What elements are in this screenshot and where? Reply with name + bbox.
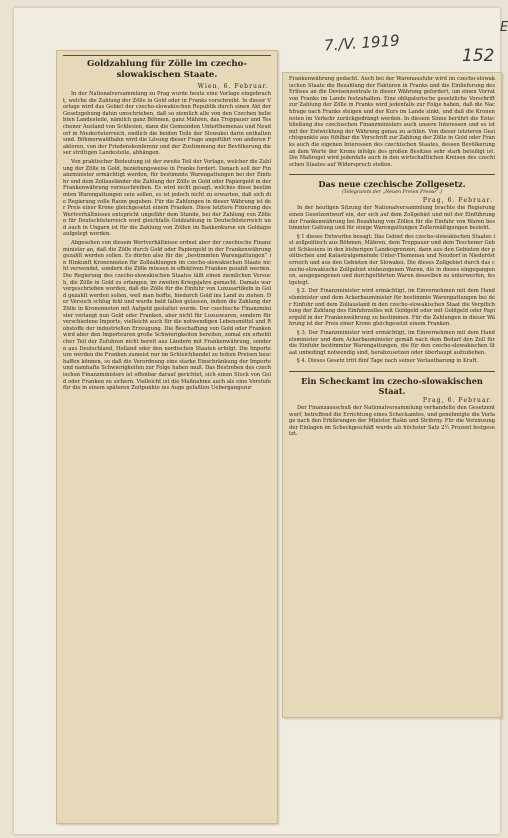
article-paragraph: § 2. Der Finanzminister wird ermächtigt, im Einvernehmen mit dem Handelsminister und dem Ackerbauminister für bestimmte Warengattungen bei der Einfuhr und dem Zollausland in den czecho-slowakischen Staat die Verpflichtung der Zahlung des Einfuhrzolles mit Goldgeld oder mit Goldgeld oder Papiergeld in der Frankenwährung zu bestimmen. Für die Zahlungen in dieser Währung ist der Preis einer Krone gleichgesetzt einem Franken. — [289, 288, 495, 328]
pencil-date-annotation: 7./V. 1919 — [323, 31, 401, 55]
newspaper-clipping-right — [282, 72, 502, 718]
article-paragraph: § 3. Der Finanzminister wird ermächtigt, im Einvernehmen mit dem Handelsminister und dem Ackerbauminister gemäß nach dem Bedarf den Zoll für die Einfuhr bestimmter Warengattungen, die für den czecho-slowakischen Staat unbedingt notwendig sind, herabzusetzen oder überhaupt aufzuheben. — [289, 330, 495, 356]
newspaper-clipping-left — [56, 50, 278, 824]
pencil-page-number: 152 — [462, 46, 495, 66]
article-dateline: Prag, 6. Februar. — [422, 396, 493, 404]
article-paragraph: In der heutigen Sitzung der Nationalversammlung brachte die Regierung einen Gesetzentwurf ein, der sich auf dem Zollgebiet und mit der Einführung der Frankenwährung bei Bezahlung von Zöllen für die Einfuhr von Waren bestimmter Gattung und für einige Warengattungen Zollermäßigungen bezieht. — [289, 205, 495, 232]
article-paragraph: Der Finanzausschuß der Nationalversammlung verhandelte den Gesetzentwurf, betreffend die Errichtung eines Scheckamtes, und genehmigte die Vorlage nach den Erklärungen der Minister Rašin und Stribrny. Für die Verzinsung der Einlagen im Scheckgeschäft wurde als höchster Satz 2½ Prozent festgesetzt. — [289, 404, 495, 438]
article-paragraph: § 4. Dieses Gesetz tritt fünf Tage nach seiner Verlautbarung in Kraft. — [297, 358, 479, 365]
pencil-corner-mark: E — [500, 20, 508, 35]
article-paragraph: Von praktischer Bedeutung ist der zweite Teil der Vorlage, welcher die Zahlung der Zölle in Gold, beziehungsweise in Franks fordert. Danach soll der Finanzminister ermächtigt werden, für bestimmte Warengattungen bei der Einfuhr und dem Zollausländer die Zahlung der Zölle in Gold oder Papiergeld in der Frankenwährung vorzuschreiben. Es wird nicht gesagt, welches diese bestimmten Warengattungen sein sollen, es ist jedoch nicht zu erwarten, daß sich die Regierung volle Raum gegeben. Für die Zahlungen in dieser Währung ist der Preis einer Krone gleichgesetzt einem Franken. Diese letztere Fixierung des Wertverhältnisses entspricht ungefähr dem Stande, bei der Zahlung von Zöllen für Deutschösterreich wird gleichfalls Goldzahlung in Deutschösterreich und auch in Ungarn ist für die Zahlung von Zöllen im Bankenkurse ein Goldagio aufgelegt worden. — [63, 158, 271, 238]
article-source: (Telegramm der „Neuen Freien Presse“.) — [342, 190, 442, 196]
article-paragraph: In der Nationalversammlung zu Prag wurde heute eine Vorlage eingebracht, welche die Zahlung der Zölle in Gold oder in Franks vorschreibt. In dieser Vorlage wird das Gebiet der czecho-slowakischen Republik durch einen Akt der Gesetzgebung dahin umschrieben, daß so ziemlich alle von den Czechen beliebten Landesteile, nämlich ganz Böhmen, ganz Mähren, das Troppauer und Teschener Ausland von Schlesien, dann die Gemeinden Unterthemenau und Neudorf in Niederösterreich, endlich die beiden Teile der Slowakei darin enthalten sind. Böhmerwaldbahn wird die Lösung dieser Frage angeführt von anderen Faktoren, von der Friedenskonferenz und der Zustimmung der Bevölkerung dieser strittigen Landesteile, abhängen. — [63, 91, 271, 157]
article-paragraph: § 1 dieses Entwurfes besagt: Das Gebiet des czecho-slowakischen Staates ist zollpolitisch aus Böhmen, Mähren, dem Troppauer und dem Teschener Gebiet Schlesiens in den bisherigen Landesgrenzen, dann aus den Gebieten der politischen und Katastralgemeinde Unter-Themenau und Neudorf in Niederösterreich und aus den Gebieten der Slowakei. Die dieses Zollgebiet durch das czecho-slowakische Zollgebiet einbezogenen Waren, die in dieses eingegangenen, ausgegangenen und durchgeführten Waren desselben zu unterwerfen, festgelegt. — [289, 233, 495, 286]
article-continued-paragraph: Frankenwährung gedacht. Auch bei der Warenausfuhr wird im czecho-slowakischen Staate die Bezahlung der Fakturen in Franks und die Einlieferung des Erlöses an die Devisenzentrale in dieser Währung gefordert, um einen Vorrat von Franks im Lande festzuhalten. Eine obligatorische gesetzliche Vorschrift zur Zahlung der Zölle in Franks wird jedenfalls zur Folge haben, daß die Nachfrage nach Franks steigen und der Kurs im Lande sinkt, und daß die Kronennoten im Verkehr zurückgedrängt werden. In diesem Sinne berührt die Entschließung des czechischen Finanzministers auch unsere Interessen und es ist mit der Entwicklung der Währung genau zu achten. Von dieser letzteren Gesichtspunkte aus fühlbar die Vorschrift zur Zahlung der Zölle in Gold oder Franks auch die eigenen Interessen des czechischen Staates, dessen Bevölkerung an dem Werte der Krone infolge des großen Besitzes sehr stark beteiligt ist. Die Maßregel wird jedenfalls auch in den wirtschaftlichen Kreisen des czechischen Staates auf Widerspruch stoßen. — [289, 76, 495, 168]
article-dateline: Wien, 6. Februar. — [197, 83, 269, 90]
article-title: Das neue czechische Zollgesetz. — [289, 174, 495, 189]
article-title: Goldzahlung für Zölle im czecho-slowakischen Staate. — [63, 55, 271, 81]
article-title: Ein Scheckamt im czecho-slowakischen Staat. — [289, 371, 495, 396]
article-dateline: Prag, 6. Februar. — [422, 197, 493, 205]
article-paragraph: Abgesehen von diesem Wertverhältnisse ordnet aber der czechische Finanzminister an, daß die Zölle durch Gold oder Papiergeld in der Frankenwährung gezahlt werden sollen. Es dürfen also für die „bestimmten Warengattungen“ in Hinkunft Kronennoten für Zollzahlungen im czecho-slowakischen Staate nicht verwendet, sondern die Zölle müssen in effektiven Franken gezahlt werden. Die Regierung des czecho-slowakischen Staates läßt einen ziemlichen Versuch, die Zölle in Gold zu erlangen, im zweiten Kriegsjahre gemacht. Damals war vorgeschrieben worden, daß die Zölle für die Einfuhr von Luxusartikeln in Gold gezahlt werden sollen, weil man hoffte, hiedurch Gold ins Land zu ziehen. Der Versuch schlug fehl und wurde bald fallen gelassen, indem die Zahlung der Zölle in Kronennoten mit Aufgeld gestattet wurde. Der czechische Finanzminister verlangt nun Gold oder Franken, aber nicht für Luxuswaren, sondern für verschiedene Importe, vielleicht auch für die notwendigen Lebensmittel und Rohstoffe der industriellen Erzeugung. Die Beschaffung von Gold oder Franken wird aber den Importeuren große Schwierigkeiten bereiten, zumal ein erheblicher Teil der Zufuhren nicht bereit aus Ländern mit Frankenwährung, sondern aus Deutschland, Holland oder den nordischen Staaten erfolgt. Die Importeure werden die Franken zumeist nur im Schleichhandel zu hohen Preisen beschaffen können, so daß die Verordnung eine starke Einschränkung der Importe und namhafte Schwierigkeiten zur Folge haben muß. Das Bestreben des czechischen Finanzministers ist offenbar darauf gerichtet, sich einen Stock von Gold oder Franken zu sichern. Vielleicht ist die Maßnahme auch als eine Vorstufe für die in einem späteren Zeitpunkte ins Auge gefaßten Uebergangszur — [63, 240, 271, 392]
